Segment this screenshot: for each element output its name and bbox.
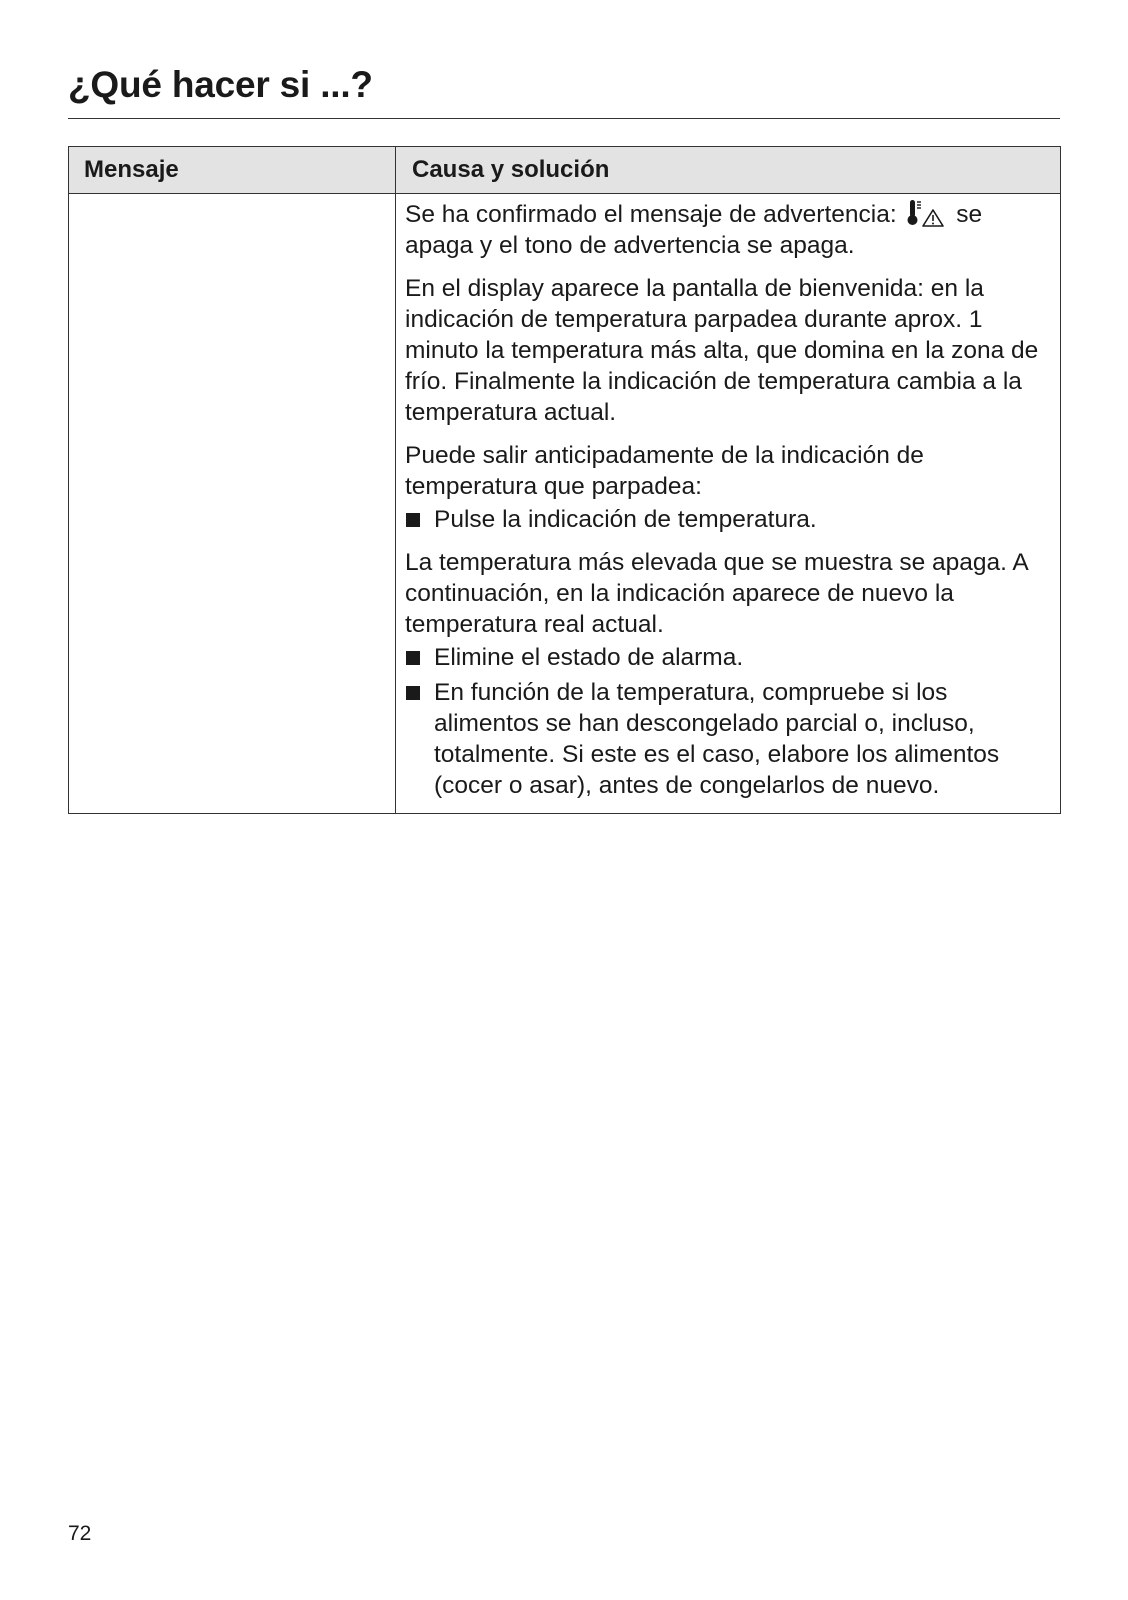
- paragraph-exit-early: Puede salir anticipadamente de la indicación de temperatura que parpadea:: [405, 442, 924, 500]
- table-row: [69, 194, 1060, 813]
- bullet-text: En función de la temperatura, compruebe si los alimentos se han descongelado parcial o, incluso, totalmente. Si este es el caso, elabore los alimentos (cocer o asar), antes de congelarlos de nuevo.: [434, 679, 1000, 799]
- warning-confirmed-text: Se ha confirmado el mensaje de advertencia:: [405, 201, 897, 228]
- cause-solution-cell: [396, 194, 1060, 813]
- paragraph-highest-temperature: La temperatura más elevada que se muestra se apaga. A continuación, en la indicación aparece de nuevo la temperatura real actual.: [405, 549, 1028, 638]
- troubleshooting-table: [68, 146, 1061, 814]
- square-bullet-icon: [405, 504, 434, 535]
- message-cell: [69, 194, 396, 813]
- title-divider: [68, 118, 1060, 119]
- bullet-text: Elimine el estado de alarma.: [434, 644, 744, 671]
- square-bullet-icon: [405, 677, 434, 801]
- paragraph-display-welcome: En el display aparece la pantalla de bienvenida: en la indicación de temperatura parpadea durante aprox. 1 minuto la temperatura más alta, que domina en la zona de frío. Finalmente la indicación de temperatura cambia a la temperatura actual.: [405, 275, 1039, 426]
- warning-off-text: se apaga y el tono de advertencia se apaga.: [405, 201, 983, 259]
- page-number: 72: [68, 1522, 92, 1545]
- paragraph-warning-confirmed: [405, 198, 1048, 261]
- bullet-text: Pulse la indicación de temperatura.: [434, 506, 817, 533]
- header-causa-solucion: Causa y solución: [412, 156, 610, 183]
- list-item: [405, 642, 1048, 673]
- square-bullet-icon: [405, 642, 434, 673]
- page-title: ¿Qué hacer si ...?: [68, 64, 373, 105]
- list-item: [405, 504, 1048, 535]
- list-item: [405, 677, 1048, 801]
- table-header-row: [69, 147, 1060, 194]
- thermometer-warning-icon: [905, 198, 947, 228]
- header-mensaje: Mensaje: [69, 147, 396, 193]
